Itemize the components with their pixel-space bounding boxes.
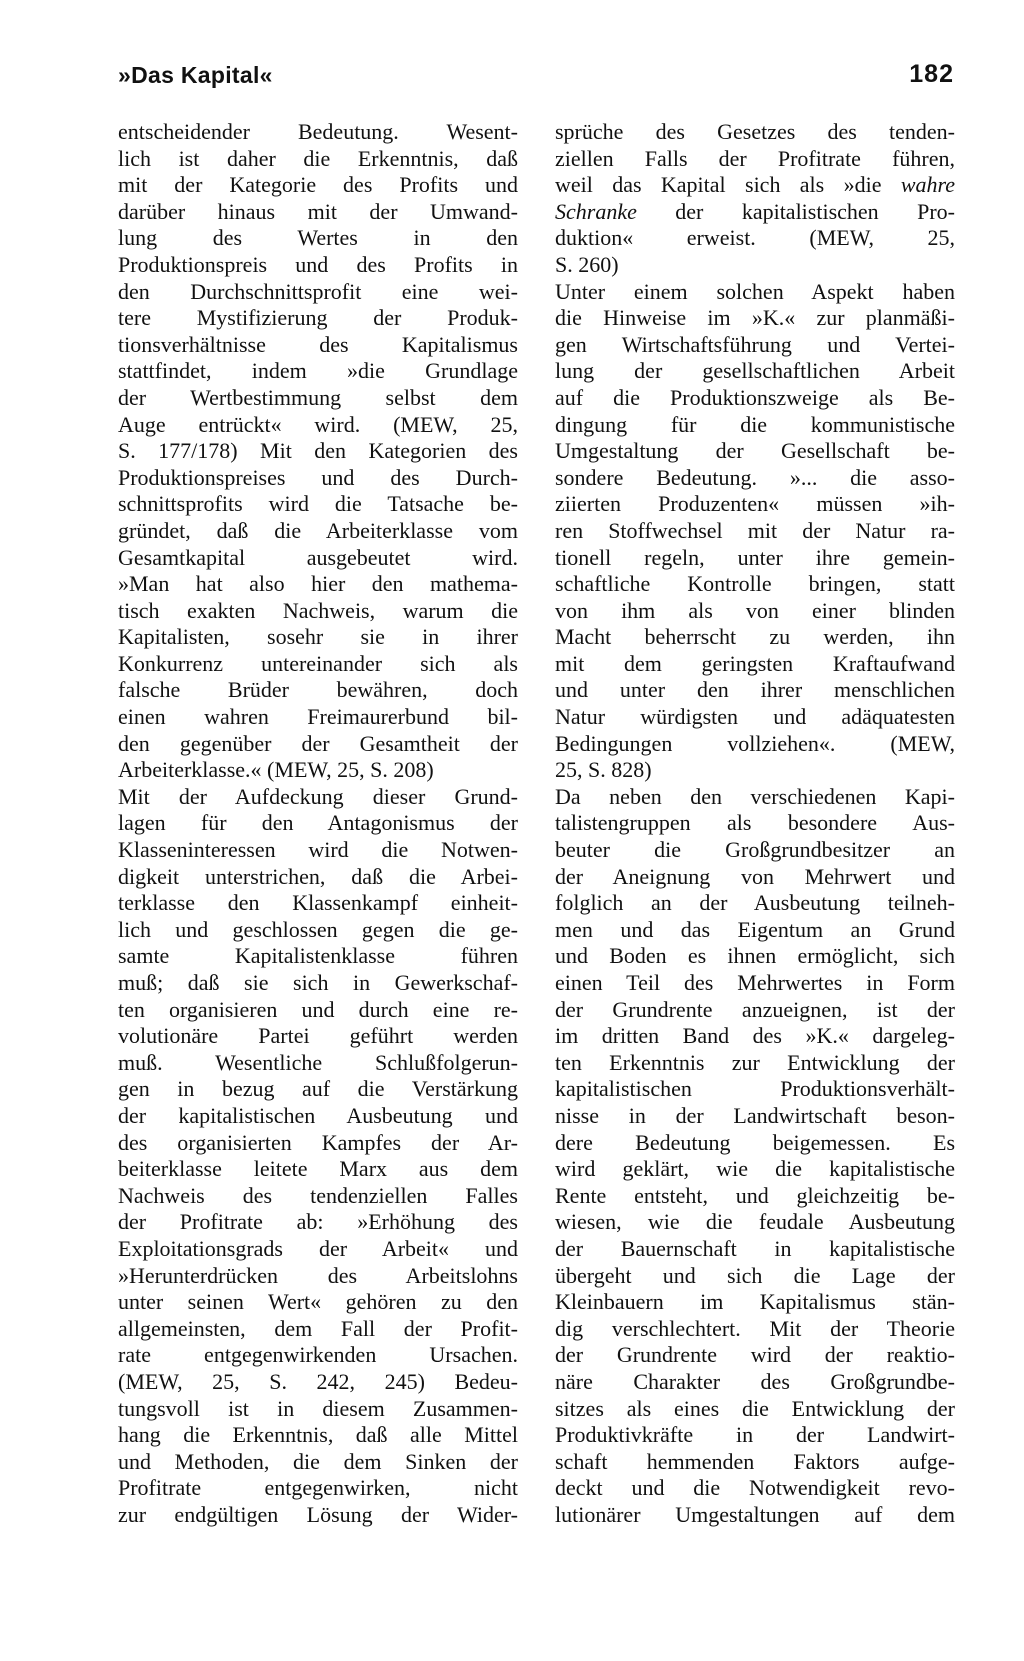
text-line: tungsvoll ist in diesem Zusammen- xyxy=(118,1395,518,1421)
text-line: Gesamtkapital ausgebeutet wird. xyxy=(118,544,518,570)
text-line: digkeit unterstrichen, daß die Arbei- xyxy=(118,863,518,889)
text-line: Umgestaltung der Gesellschaft be- xyxy=(555,438,955,464)
italic-emphasis: Schranke xyxy=(555,198,637,224)
text-line: wird geklärt, wie die kapitalistische xyxy=(555,1156,955,1182)
text-line: sondere Bedeutung. »... die asso- xyxy=(555,464,955,490)
text-line: des organisierten Kampfes der Ar- xyxy=(118,1129,518,1155)
text-line: volutionäre Partei geführt werden xyxy=(118,1023,518,1049)
text-line: tisch exakten Nachweis, warum die xyxy=(118,597,518,623)
text-line: Rente entsteht, und gleichzeitig be- xyxy=(555,1182,955,1208)
text-line: und Methoden, die dem Sinken der xyxy=(118,1448,518,1474)
text-line: im dritten Band des »K.« dargeleg- xyxy=(555,1023,955,1049)
text-line: dig verschlechtert. Mit der Theorie xyxy=(555,1315,955,1341)
text-line: allgemeinsten, dem Fall der Profit- xyxy=(118,1315,518,1341)
text-line: den gegenüber der Gesamtheit der xyxy=(118,730,518,756)
text-line: lutionärer Umgestaltungen auf dem xyxy=(555,1501,955,1527)
text-line: auf die Produktionszweige als Be- xyxy=(555,384,955,410)
text-line xyxy=(555,172,955,199)
text-line: folglich an der Ausbeutung teilneh- xyxy=(555,890,955,916)
text-line: deckt und die Notwendigkeit revo- xyxy=(555,1475,955,1501)
text-line: der Profitrate ab: »Erhöhung des xyxy=(118,1209,518,1235)
text-line: falsche Brüder bewähren, doch xyxy=(118,677,518,703)
text-line: muß. Wesentliche Schlußfolgerun- xyxy=(118,1049,518,1075)
text-line: Kapitalisten, sosehr sie in ihrer xyxy=(118,624,518,650)
right-text-column xyxy=(555,119,955,1528)
text-line: der Grundrente anzueignen, ist der xyxy=(555,996,955,1022)
text-line: schnittsprofits wird die Tatsache be- xyxy=(118,491,518,517)
text-line: einen wahren Freimaurerbund bil- xyxy=(118,704,518,730)
text-line: ziellen Falls der Profitrate führen, xyxy=(555,145,955,171)
text-line: ziierten Produzenten« müssen »ih- xyxy=(555,491,955,517)
text-line: schaft hemmenden Faktors aufge- xyxy=(555,1448,955,1474)
text-line: Exploitationsgrads der Arbeit« und xyxy=(118,1235,518,1261)
text-line: Macht beherrscht zu werden, ihn xyxy=(555,624,955,650)
text-line: Auge entrückt« wird. (MEW, 25, xyxy=(118,411,518,437)
text-line: von ihm als von einer blinden xyxy=(555,597,955,623)
text-line: Da neben den verschiedenen Kapi- xyxy=(555,783,955,809)
text-line: samte Kapitalistenklasse führen xyxy=(118,943,518,969)
text-line: dingung für die kommunistische xyxy=(555,411,955,437)
text-line: einen Teil des Mehrwertes in Form xyxy=(555,970,955,995)
text-line: gen Wirtschaftsführung und Vertei- xyxy=(555,331,955,357)
text-line: »Herunterdrücken des Arbeitslohns xyxy=(118,1262,518,1288)
italic-emphasis: wahre xyxy=(900,172,955,198)
text-line: tionsverhältnisse des Kapitalismus xyxy=(118,331,518,357)
text-line: kapitalistischen Produktionsverhält- xyxy=(555,1076,955,1102)
text-line: lung des Wertes in den xyxy=(118,225,518,251)
page-number: 182 xyxy=(909,60,954,88)
text-line: mit der Kategorie des Profits und xyxy=(118,172,518,198)
text-line: schaftliche Kontrolle bringen, statt xyxy=(555,571,955,597)
text-line: darüber hinaus mit der Umwand- xyxy=(118,198,518,224)
text-line: übergeht und sich die Lage der xyxy=(555,1262,955,1288)
text-line: ten Erkenntnis zur Entwicklung der xyxy=(555,1049,955,1075)
text-line: und unter den ihrer menschlichen xyxy=(555,677,955,703)
text-line: sitzes als eines die Entwicklung der xyxy=(555,1395,955,1421)
text-line: der Aneignung von Mehrwert und xyxy=(555,863,955,889)
text-line: tionell regeln, unter ihre gemein- xyxy=(555,544,955,570)
text-line: unter seinen Wert« gehören zu den xyxy=(118,1289,518,1315)
text-line: zur endgültigen Lösung der Wider- xyxy=(118,1501,518,1527)
text-line: ren Stoffwechsel mit der Natur ra- xyxy=(555,517,955,543)
left-text-column xyxy=(118,119,518,1528)
text-line: Natur würdigsten und adäquatesten xyxy=(555,704,955,730)
running-title: »Das Kapital« xyxy=(118,62,273,88)
text-line: nisse in der Landwirtschaft beson- xyxy=(555,1102,955,1128)
text-line: Konkurrenz untereinander sich als xyxy=(118,650,518,676)
text-line: (MEW, 25, S. 242, 245) Bedeu- xyxy=(118,1368,518,1394)
text-line: S. 177/178) Mit den Kategorien des xyxy=(118,438,518,464)
text-line: der Bauernschaft in kapitalistische xyxy=(555,1235,955,1261)
text-line: hang die Erkenntnis, daß alle Mittel xyxy=(118,1422,518,1448)
text-line: gründet, daß die Arbeiterklasse vom xyxy=(118,517,518,543)
text-line: Kleinbauern im Kapitalismus stän- xyxy=(555,1289,955,1315)
text-line: der Wertbestimmung selbst dem xyxy=(118,384,518,410)
text-segment: der kapitalistischen Pro- xyxy=(636,198,955,224)
text-line: entscheidender Bedeutung. Wesent- xyxy=(118,119,518,144)
text-line: sprüche des Gesetzes des tenden- xyxy=(555,119,955,144)
text-line: stattfindet, indem »die Grundlage xyxy=(118,358,518,384)
text-line: duktion« erweist. (MEW, 25, xyxy=(555,225,955,251)
text-line: muß; daß sie sich in Gewerkschaf- xyxy=(118,970,518,995)
text-line: dere Bedeutung beigemessen. Es xyxy=(555,1129,955,1155)
text-line: lich und geschlossen gegen die ge- xyxy=(118,916,518,942)
text-segment: weil das Kapital sich als »die xyxy=(555,172,901,198)
text-line: mit dem geringsten Kraftaufwand xyxy=(555,650,955,676)
text-line: näre Charakter des Großgrundbe- xyxy=(555,1368,955,1394)
text-line: S. 260) xyxy=(555,251,619,277)
text-line: lung der gesellschaftlichen Arbeit xyxy=(555,358,955,384)
text-line: Mit der Aufdeckung dieser Grund- xyxy=(118,783,518,809)
text-line: terklasse den Klassenkampf einheit- xyxy=(118,890,518,916)
text-line: tere Mystifizierung der Produk- xyxy=(118,305,518,331)
text-line: Produktionspreises und des Durch- xyxy=(118,464,518,490)
text-line xyxy=(555,199,955,226)
text-line: »Man hat also hier den mathema- xyxy=(118,571,518,597)
text-line: die Hinweise im »K.« zur planmäßi- xyxy=(555,305,955,331)
text-line: ten organisieren und durch eine re- xyxy=(118,996,518,1022)
text-line: Nachweis des tendenziellen Falles xyxy=(118,1182,518,1208)
text-line: Klasseninteressen wird die Notwen- xyxy=(118,837,518,863)
text-line: Produktivkräfte in der Landwirt- xyxy=(555,1422,955,1448)
text-line: 25, S. 828) xyxy=(555,757,652,783)
text-line: beuter die Großgrundbesitzer an xyxy=(555,837,955,863)
text-line: Arbeiterklasse.« (MEW, 25, S. 208) xyxy=(118,757,434,783)
text-line: Produktionspreis und des Profits in xyxy=(118,251,518,277)
text-line: beiterklasse leitete Marx aus dem xyxy=(118,1156,518,1182)
text-line: gen in bezug auf die Verstärkung xyxy=(118,1076,518,1102)
text-line: talistengruppen als besondere Aus- xyxy=(555,810,955,836)
text-line: rate entgegenwirkenden Ursachen. xyxy=(118,1342,518,1368)
text-line: lich ist daher die Erkenntnis, daß xyxy=(118,145,518,171)
text-line: der kapitalistischen Ausbeutung und xyxy=(118,1102,518,1128)
text-line: Bedingungen vollziehen«. (MEW, xyxy=(555,730,955,756)
text-line: und Boden es ihnen ermöglicht, sich xyxy=(555,943,955,969)
text-line: men und das Eigentum an Grund xyxy=(555,916,955,942)
text-line: Profitrate entgegenwirken, nicht xyxy=(118,1475,518,1501)
text-line: wiesen, wie die feudale Ausbeutung xyxy=(555,1209,955,1235)
text-line: Unter einem solchen Aspekt haben xyxy=(555,278,955,304)
text-line: den Durchschnittsprofit eine wei- xyxy=(118,278,518,304)
text-line: lagen für den Antagonismus der xyxy=(118,810,518,836)
text-line: der Grundrente wird der reaktio- xyxy=(555,1342,955,1368)
